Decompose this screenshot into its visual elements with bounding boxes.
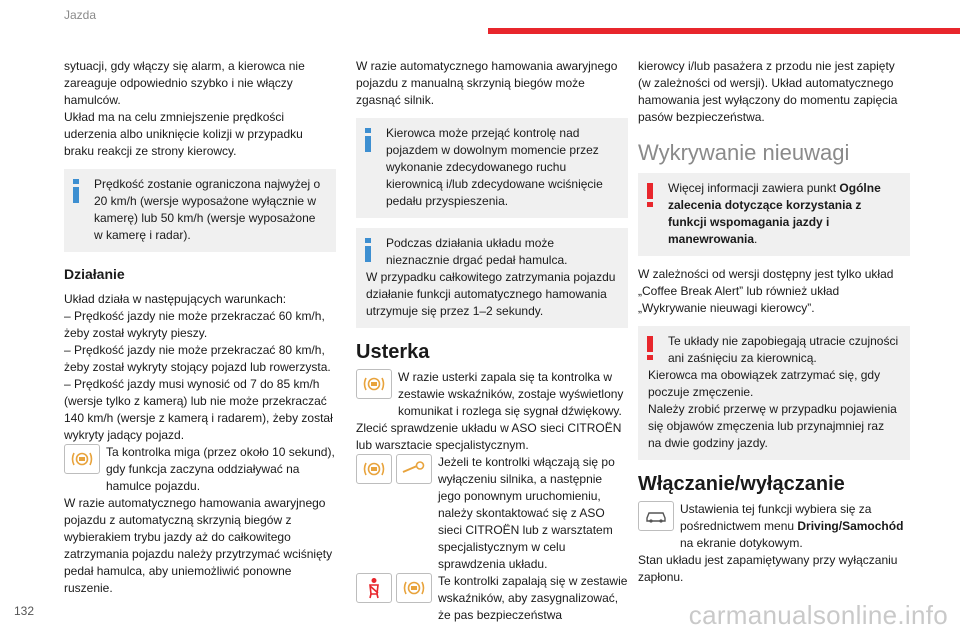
paragraph: W razie automatycznego hamowania awaryjnego pojazdu z manualną skrzynią biegów może zgasnąć silnik. [356,59,618,107]
note-text: Kierowca ma obowiązek zatrzymać się, gdy poczuje zmęczenie. [648,368,881,399]
warning-light-row [356,573,628,624]
column-3 [638,58,910,586]
note-text: Należy zrobić przerwę w przypadku pojawienia się objawów zmęczenia lub przynajmniej raz na dwie godziny jazdy. [648,402,897,450]
note-text: Kierowca może przejąć kontrolę nad pojazdem w dowolnym momencie przez wykonanie zdecydowanego ruchu kierownicą i/lub zdecydowane wciśnięcie pedału przyspieszenia. [386,126,603,208]
paragraph: Zlecić sprawdzenie układu w ASO sieci CITROËN lub warsztacie specjalistycznym. [356,421,622,452]
info-icon [72,179,80,203]
car-menu-icon [638,501,674,531]
warning-light-row [356,454,628,573]
paragraph: Układ działa w następujących warunkach: [64,292,287,306]
info-icon [364,128,372,152]
paragraph: Układ ma na celu zmniejszenie prędkości uderzenia albo uniknięcie kolizji w przypadku braku reakcji ze strony kierowcy. [64,110,303,158]
warning-icon [646,336,654,360]
collision-warning-icon [356,454,392,484]
paragraph: W razie automatycznego hamowania awaryjnego pojazdu z automatyczną skrzynią biegów z wybierakiem trybu jazdy aż do całkowitego zatrzymania pojazdu należy przytrzymać wciśnięty pedał hamulca, aby uniemożliwić ponowne ruszenie. [64,496,333,595]
paragraph: W zależności od wersji dostępny jest tylko układ „Coffee Break Alert” lub również układ „Wykrywanie nieuwagi kierowcy”. [638,267,894,315]
seatbelt-icon [356,573,392,603]
info-note [64,169,336,252]
list-item: – Prędkość jazdy nie może przekraczać 60 km/h, żeby został wykryty pieszy. [64,309,325,340]
heading-usterka: Usterka [356,341,430,363]
column-1 [64,58,336,597]
icon-description: Ustawienia tej funkcji wybiera się za pośrednictwem menu Driving/Samochód na ekranie dotykowym. [680,502,904,550]
paragraph: kierowcy i/lub pasażera z przodu nie jest zapięty (w zależności od wersji). Układ automatycznego hamowania jest wyłączony do momentu zapięcia pasów bezpieczeństwa. [638,59,898,124]
note-text: Podczas działania układu może nieznacznie drgać pedał hamulca. [386,236,568,267]
icon-description: Ta kontrolka miga (przez około 10 sekund), gdy funkcja zaczyna oddziaływać na hamulce pojazdu. [106,445,335,493]
warning-light-row [356,369,628,420]
warning-icon [646,183,654,207]
icon-description: Jeżeli te kontrolki włączają się po wyłączeniu silnika, a następnie jego ponownym uruchomieniu, należy skontaktować się z ASO sieci CITROËN lub z warsztatem specjalistycznym w celu sprawdzenia układu. [438,455,615,571]
warning-note [638,326,910,460]
warning-light-row [64,444,336,495]
paragraph: sytuacji, gdy włączy się alarm, a kierowca nie zareaguje odpowiednio szybko i nie włączy hamulców. [64,59,305,107]
heading-dzialanie: Działanie [64,266,125,282]
info-icon [364,238,372,262]
collision-warning-icon [396,573,432,603]
collision-warning-icon [356,369,392,399]
note-text: W przypadku całkowitego zatrzymania pojazdu działanie funkcji automatycznego hamowania utrzymuje się przez 1–2 sekundy. [366,270,616,318]
section-title: Jazda [64,8,97,22]
page-number: 132 [14,604,35,618]
list-item: – Prędkość jazdy nie może przekraczać 80 km/h, żeby został wykryty stojący pojazd lub rowerzysta. [64,343,331,374]
note-text: Te układy nie zapobiegają utracie czujności ani zaśnięciu za kierownicą. [668,334,899,365]
header-accent-bar [488,28,960,34]
watermark: carmanualsonline.info [688,600,948,630]
collision-warning-icon [64,444,100,474]
paragraph: Stan układu jest zapamiętywany przy wyłączaniu zapłonu. [638,553,898,584]
settings-row [638,501,910,552]
heading-wlaczanie-wylaczanie: Włączanie/wyłączanie [638,473,845,495]
warning-note [638,173,910,256]
wrench-service-icon [396,454,432,484]
list-item: – Prędkość jazdy musi wynosić od 7 do 85 km/h (wersje tylko z kamerą) lub nie może przekraczać 140 km/h (wersje z kamerą i radarem), żeby został wykryty jadący pojazd. [64,377,333,442]
icon-description: Te kontrolki zapalają się w zestawie wskaźników, aby zasygnalizować, że pas bezpieczeństwa [438,574,628,622]
info-note [356,228,628,328]
note-text: Prędkość zostanie ograniczona najwyżej o 20 km/h (wersje wyposażone wyłącznie w kamerę) lub 50 km/h (wersje wyposażone w kamerę i radar). [94,177,321,242]
info-note [356,118,628,218]
column-2 [356,58,628,624]
icon-description: W razie usterki zapala się ta kontrolka w zestawie wskaźników, zostaje wyświetlony komunikat i rozlega się sygnał dźwiękowy. [398,370,624,418]
note-text: Więcej informacji zawiera punkt Ogólne zalecenia dotyczące korzystania z funkcji wspomagania jazdy i manewrowania. [668,181,881,246]
heading-wykrywanie-nieuwagi: Wykrywanie nieuwagi [638,140,850,165]
